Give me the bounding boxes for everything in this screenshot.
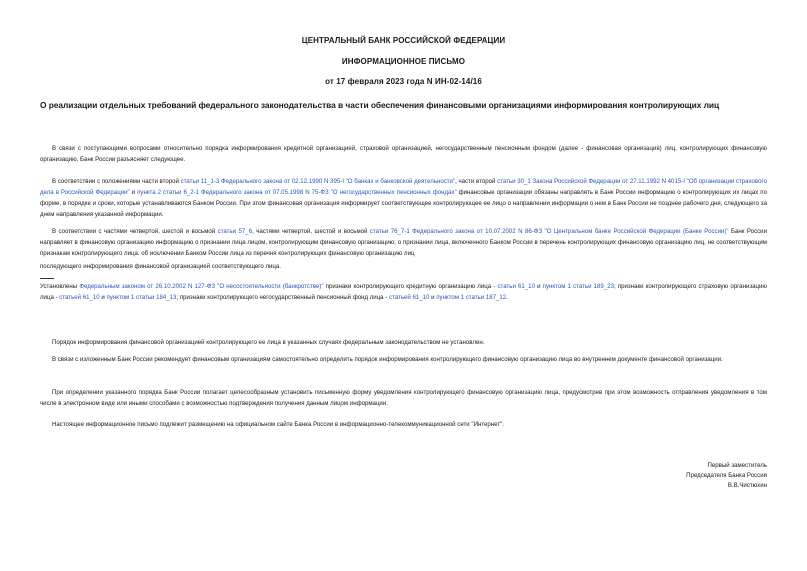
text: В соответствии с частями четвертой, шестой и восьмой [52, 228, 218, 235]
text: ; признаки контролирующего страховую организацию лица - [40, 283, 767, 301]
text: и [129, 189, 138, 196]
text: и [429, 294, 437, 301]
paragraph-notification-form: При определении указанного порядка Банк России полагает целесообразным установить письменную форму уведомления контролирующего финансовую организацию лица, предусмотрев при этом возможность отправления уведомления в том числе в электронном виде или иными способами с возможностью подтверждения получения данным лицом информации. [40, 389, 767, 407]
text: . об исключении Банком России лица из перечня контролирующих финансовую организацию лиц [137, 250, 415, 257]
text: В соответствии с положениями части второй [52, 178, 181, 185]
law-link[interactable]: статьи 76_7-1 Федерального закона от 10.07.2002 N 86-ФЗ "О Центральном банке Российской Федерации (Банке России)" [369, 228, 729, 235]
signatory-name: В.В.Чистюхин [727, 482, 767, 489]
text: ; признаки контролирующего негосударственный пенсионный фонд лица - [176, 294, 389, 301]
law-link[interactable]: статьи 61_10 [497, 283, 535, 290]
text: Банк России направляет в финансовую организацию информацию о признании лица лицом, контролирующим финансовую организацию; о признании лица, включенного Банком России в перечень контролирующих финансовую организацию лиц, не соответствующим признакам контролирующего лица [40, 228, 767, 257]
paragraph-central-bank-continued: последующего информирования финансовой организацией соответствующего лица. [40, 263, 281, 270]
signatory-organization: Председателя Банка России [686, 472, 767, 479]
footnote-divider [40, 278, 54, 279]
paragraph-central-bank [40, 226, 767, 259]
law-link[interactable]: статьи 11_1-3 Федерального закона от 02.12.1990 N 395-I "О банках и банковской деятельности" [180, 178, 456, 185]
text: финансовые организации обязаны направлять в Банк России информацию о контролирующих их лицах по форме, в порядке и сроки, которые устанавливаются Банком России. При этом финансовая организация информирует соответствующее контролирующее ее лицо о направлении информации о нем в Банк России не позднее рабочего дня, следующего за днем направления указанной информации. [40, 189, 767, 218]
issuer-title: ЦЕНТРАЛЬНЫЙ БАНК РОССИЙСКОЙ ФЕДЕРАЦИИ [301, 36, 506, 45]
text: признаки контролирующего кредитную организацию лица - [323, 283, 498, 290]
law-link[interactable]: статьей 61_10 [389, 294, 430, 301]
text: Установлены [40, 283, 80, 290]
paragraph-procedure: Порядок информирования финансовой организацией контролирующего ее лица в указанных случаях федеральным законодательством не установлен. [52, 339, 485, 346]
document-type: ИНФОРМАЦИОННОЕ ПИСЬМО [341, 57, 466, 66]
law-link[interactable]: пунктом 1 статьи 189_23 [542, 283, 614, 290]
text: . [506, 294, 508, 301]
paragraph-publication: Настоящее информационное письмо подлежит размещению на официальном сайте Банка России в информационно-телекоммуникационной сети "Интернет". [52, 421, 505, 428]
text: и [99, 294, 107, 301]
signatory-position: Первый заместитель [707, 462, 767, 469]
paragraph-intro: В связи с поступающими вопросами относительно порядка информирования кредитной организацией, страховой организацией, негосударственным пенсионным фондом (далее - финансовая организация) лиц, контролирующих финансовую организацию, Банк России разъясняет следующее. [40, 145, 767, 163]
text: , части второй [455, 178, 498, 185]
law-link[interactable]: пунктом 1 статьи 187_12 [436, 294, 507, 301]
law-link[interactable]: статьей 61_10 [59, 294, 100, 301]
law-link[interactable]: пунктом 1 статьи 184_13 [106, 294, 177, 301]
text: и [534, 283, 543, 290]
document-subject: О реализации отдельных требований федерального законодательства в части обеспечения финансовыми организациями информирования контролирующих лиц [40, 100, 720, 110]
document-date-number: от 17 февраля 2023 года N ИН-02-14/16 [325, 77, 482, 86]
paragraph-recommendation: В связи с изложенным Банк России рекомендует финансовым организациям самостоятельно определить порядок информирования контролирующего финансовую организацию лица во внутреннем документе финансовой организации. [52, 356, 723, 363]
footnote [40, 281, 767, 303]
law-link[interactable]: Федеральным законом от 26.10.2002 N 127-ФЗ "О несостоятельности (банкротстве)" [79, 283, 324, 290]
text: , частями четвертой, шестой и восьмой [252, 228, 370, 235]
law-link[interactable]: пункта 2 статьи 6_2-1 Федерального закона от 07.05.1998 N 75-ФЗ "О негосударственных пенсионных фондах" [137, 189, 457, 196]
law-link[interactable]: статьи 57_6 [217, 228, 253, 235]
paragraph-obligations [40, 176, 767, 220]
law-link[interactable]: статьи 30_1 Закона Российской Федерации от 27.11.1992 N 4015-I "Об организации страхового дела в Российской Федерации" [40, 178, 767, 196]
